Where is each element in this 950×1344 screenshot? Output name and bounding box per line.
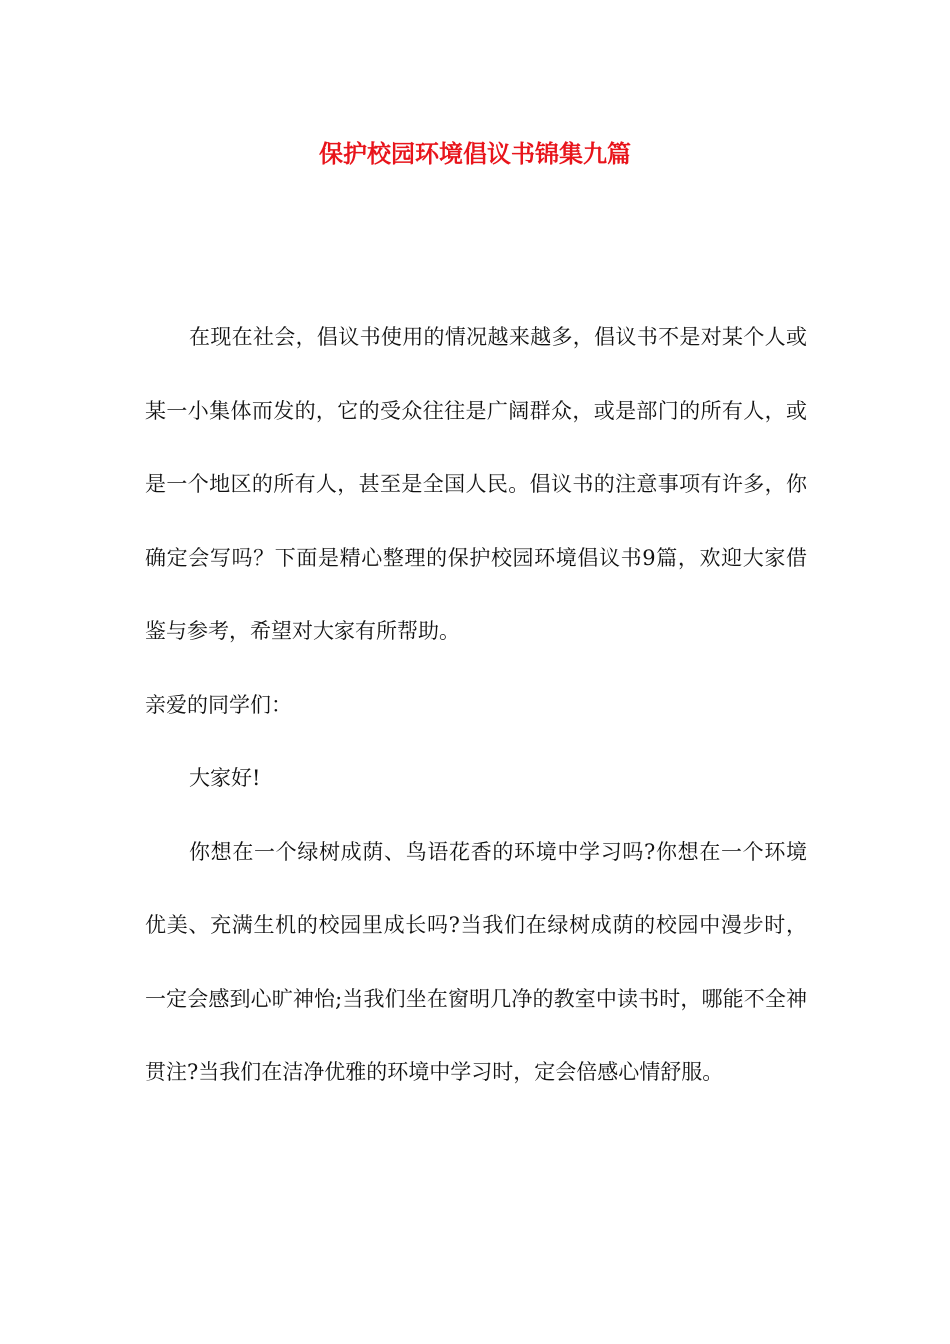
body-paragraph: 你想在一个绿树成荫、鸟语花香的环境中学习吗?你想在一个环境优美、充满生机的校园里成长吗?当我们在绿树成荫的校园中漫步时，一定会感到心旷神怡;当我们坐在窗明几净的教室中读书时，哪能不全神贯注?当我们在洁净优雅的环境中学习时，定会倍感心情舒服。 bbox=[145, 839, 807, 1084]
salutation: 亲爱的同学们： bbox=[145, 692, 292, 717]
greeting: 大家好! bbox=[189, 766, 261, 790]
document-body bbox=[145, 301, 807, 1110]
intro-paragraph: 在现在社会，倡议书使用的情况越来越多，倡议书不是对某个人或某一小集体而发的，它的受众往往是广阔群众，或是部门的所有人，或是一个地区的所有人，甚至是全国人民。倡议书的注意事项有许多，你确定会写吗？下面是精心整理的保护校园环境倡议书9篇，欢迎大家借鉴与参考，希望对大家有所帮助。 bbox=[145, 325, 807, 643]
document-title: 保护校园环境倡议书锦集九篇 bbox=[319, 139, 631, 168]
